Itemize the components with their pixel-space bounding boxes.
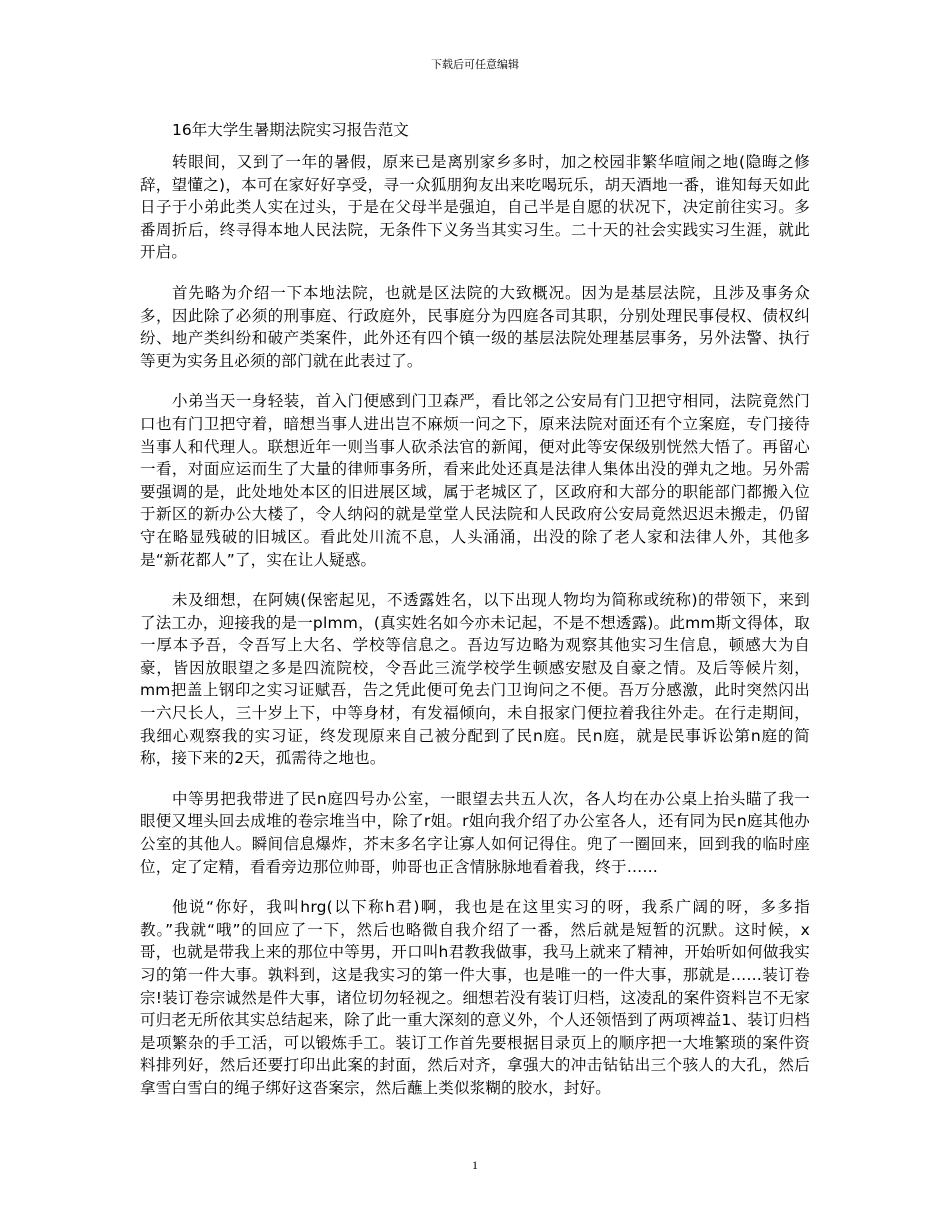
page-number: 1 (472, 1158, 478, 1172)
document-title: 16年大学生暑期法院实习报告范文 (172, 121, 409, 139)
paragraph: 小弟当天一身轻装，首入门便感到门卫森严，看比邻之公安局有门卫把守相同，法院竟然门口也有门卫把守着，暗想当事人进出岂不麻烦一问之下，原来法院对面还有个立案庭，专门接待当事人和代理人。联想近年一则当事人砍杀法官的新闻，便对此等安保级别恍然大悟了。再留心一看，对面应运而生了大量的律师事务所，看来此处还真是法律人集体出没的弹丸之地。另外需要强调的是，此处地处本区的旧进展区域，属于老城区了，区政府和大部分的职能部门都搬入位于新区的新办公大楼了，令人纳闷的就是堂堂人民法院和人民政府公安局竟然迟迟未搬走，仍留守在略显残破的旧城区。看此处川流不息，人头涌涌，出没的除了老人家和法律人外，其他多是“新花都人”了，实在让人疑惑。 (140, 392, 810, 569)
paragraph: 转眼间，又到了一年的暑假，原来已是离别家乡多时，加之校园非繁华喧闹之地(隐晦之修辞，望懂之)，本可在家好好享受，寻一众狐朋狗友出来吃喝玩乐，胡天酒地一番，谁知每天如此日子于小弟此类人实在过头，于是在父母半是强迫，自己半是自愿的状况下，决定前往实习。多番周折后，终寻得本地人民法院，无条件下义务当其实习生。二十天的社会实践实习生涯，就此开启。 (140, 153, 810, 262)
document-body (140, 151, 810, 1118)
paragraph: 首先略为介绍一下本地法院，也就是区法院的大致概况。因为是基层法院，且涉及事务众多，因此除了必须的刑事庭、行政庭外，民事庭分为四庭各司其职，分别处理民事侵权、债权纠纷、地产类纠纷和破产类案件，此外还有四个镇一级的基层法院处理基层事务，另外法警、执行等更为实务且必须的部门就在此表过了。 (140, 283, 810, 370)
paragraph: 未及细想，在阿姨(保密起见，不透露姓名，以下出现人物均为简称或统称)的带领下，来到了法工办，迎接我的是一plmm，(真实姓名如今亦未记起，不是不想透露)。此mm斯文得体，取一厚本予吾，令吾写上大名、学校等信息之。吾边写边略为观察其他实习生信息，顿感大为自豪，皆因放眼望之多是四流院校，令吾此三流学校学生顿感安慰及自豪之情。及后等候片刻，mm把盖上钢印之实习证赋吾，告之凭此便可免去门卫询问之不便。吾万分感激，此时突然闪出一六尺长人，三十岁上下，中等身材，有发福倾向，未自报家门便拉着我往外走。在行走期间，我细心观察我的实习证，终发现原来自己被分配到了民n庭。民n庭，就是民事诉讼第n庭的简称，接下来的2天，孤需待之地也。 (140, 591, 810, 768)
paragraph: 他说“你好，我叫hrg(以下称h君)啊，我也是在这里实习的呀，我系广阔的呀，多多指教。”我就“哦”的回应了一下，然后也略微自我介绍了一番，然后就是短暂的沉默。这时候，x哥，也就是带我上来的那位中等男，开口叫h君教我做事，我马上就来了精神，开始听如何做我实习的第一件大事。孰料到，这是我实习的第一件大事，也是唯一的一件大事，那就是……装订卷宗!装订卷宗诚然是件大事，诸位切勿轻视之。细想若没有装订归档，这凌乱的案件资料岂不无家可归老无所依其实总结起来，除了此一重大深刻的意义外，个人还领悟到了两项裨益1、装订归档是项繁杂的手工活，可以锻炼手工。装订工作首先要根据目录页上的顺序把一大堆繁琐的案件资料排列好，然后还要打印出此案的封面，然后对齐，拿强大的冲击钻钻出三个骇人的大孔，然后拿雪白雪白的绳子绑好这沓案宗，然后蘸上类似浆糊的胶水，封好。 (140, 898, 810, 1097)
page-header: 下载后可任意编辑 (431, 58, 519, 71)
paragraph: 中等男把我带进了民n庭四号办公室，一眼望去共五人次，各人均在办公桌上抬头瞄了我一眼便又埋头回去成堆的卷宗堆当中，除了r姐。r姐向我介绍了办公室各人，还有同为民n庭其他办公室的其他人。瞬间信息爆炸，芥末多名字让寡人如何记得住。兜了一圈回来，回到我的临时座位，定了定精，看看旁边那位帅哥，帅哥也正含情脉脉地看着我，终于…… (140, 789, 810, 876)
